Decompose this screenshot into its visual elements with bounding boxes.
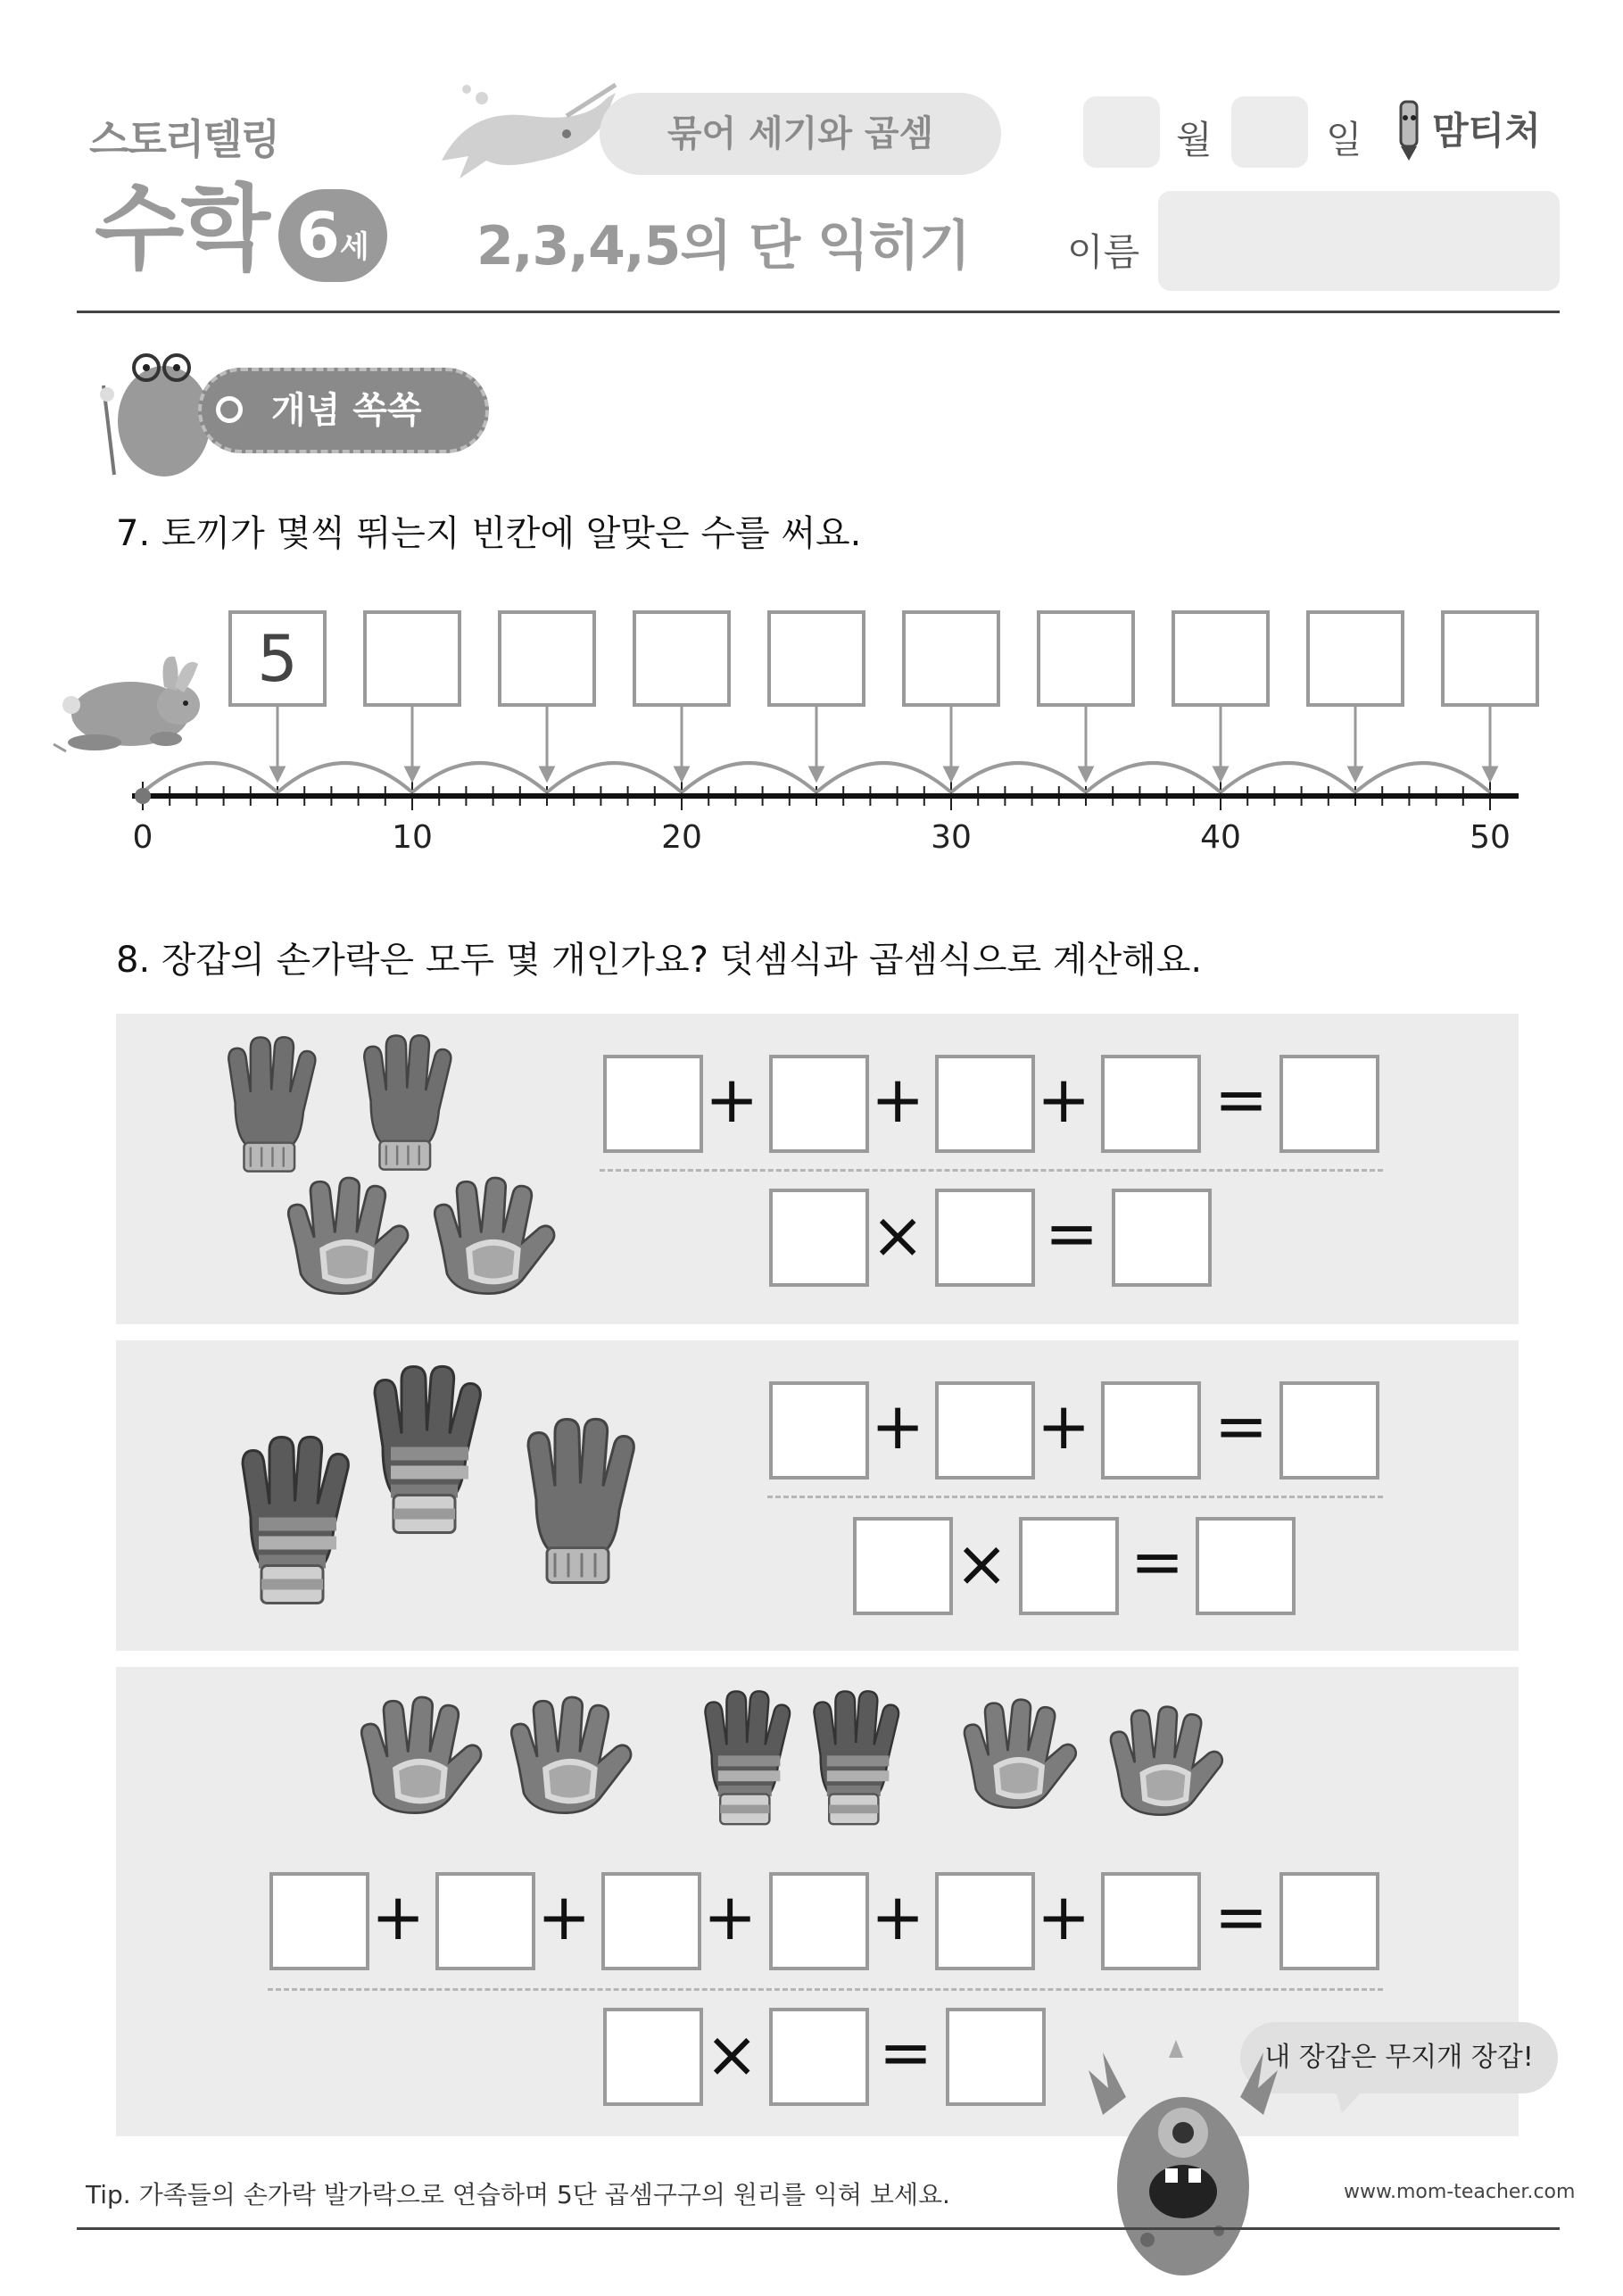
glove-striped-1 (227, 1428, 360, 1615)
number-line-start-dot (135, 788, 151, 804)
q7-answer-box-1[interactable] (228, 610, 327, 707)
age-badge-number: 6 (296, 199, 340, 272)
number-line (0, 0, 1623, 874)
p1-mul-box-1[interactable] (769, 1189, 869, 1287)
p3-add-box-4[interactable] (769, 1872, 869, 1970)
name-label: 이름 (1067, 230, 1140, 274)
number-line-hop (277, 763, 412, 792)
brand-name: 맘티처 (1432, 109, 1541, 153)
number-line-pointer-head (1080, 767, 1092, 780)
q7-prompt: 7. 토끼가 몇씩 뛰는지 빈칸에 알맞은 수를 써요. (116, 513, 862, 554)
glove-open-1 (284, 1174, 418, 1308)
p3-plus-1: + (371, 1879, 426, 1954)
footer-tip: Tip. 가족들의 손가락 발가락으로 연습하며 5단 곱셈구구의 원리를 익혀 보세요. (86, 2180, 950, 2209)
series-logo-line2: 수학 (95, 174, 267, 283)
p1-plus-3: + (1037, 1062, 1091, 1137)
age-badge-unit: 세 (339, 229, 369, 265)
glove-open-2 (430, 1174, 564, 1308)
monster-illustration (1076, 2035, 1290, 2284)
p1-add-box-3[interactable] (935, 1055, 1035, 1153)
q7-answer-box-7[interactable] (1037, 610, 1135, 707)
q7-answer-box-2[interactable] (363, 610, 461, 707)
glove-bow (512, 1410, 646, 1597)
p2-times: × (955, 1526, 1009, 1601)
number-line-pointer-head (810, 767, 823, 780)
p2-add-box-2[interactable] (935, 1381, 1035, 1480)
p3-equals-mul: = (878, 2015, 933, 2090)
q7-answer-box-9[interactable] (1306, 610, 1404, 707)
p1-plus-2: + (871, 1062, 925, 1137)
number-line-hop (816, 763, 951, 792)
q7-answer-box-4[interactable] (633, 610, 731, 707)
p3-mul-box-2[interactable] (769, 2008, 869, 2106)
p2-mul-box-1[interactable] (853, 1517, 953, 1615)
p3-add-box-3[interactable] (601, 1872, 701, 1970)
p3-add-box-2[interactable] (435, 1872, 535, 1970)
number-line-pointer-head (541, 767, 553, 780)
p1-add-box-1[interactable] (603, 1055, 703, 1153)
p1-plus-1: + (705, 1062, 759, 1137)
p1-add-box-4[interactable] (1101, 1055, 1201, 1153)
p2-plus-2: + (1037, 1388, 1091, 1463)
glove-sun-1 (212, 1035, 328, 1178)
p3-equals-add: = (1213, 1879, 1269, 1954)
footer-url: www.mom-teacher.com (1344, 2181, 1576, 2203)
number-line-hop (143, 763, 277, 792)
number-line-hop (412, 763, 547, 792)
number-line-hop (1086, 763, 1221, 792)
p3-add-box-5[interactable] (935, 1872, 1035, 1970)
day-label: 일 (1326, 118, 1362, 162)
p3-times: × (705, 2017, 759, 2092)
glove-striped-2 (359, 1362, 493, 1540)
number-line-hop (1355, 763, 1490, 792)
number-line-pointer-head (945, 767, 957, 780)
q7-answer-box-8[interactable] (1172, 610, 1270, 707)
p1-add-result[interactable] (1279, 1055, 1379, 1153)
glove-open-5 (960, 1692, 1085, 1826)
number-line-hop (1221, 763, 1355, 792)
p2-divider (767, 1496, 1383, 1498)
tick-label-10: 10 (392, 819, 433, 856)
p1-equals-mul: = (1044, 1196, 1099, 1271)
number-line-hop (547, 763, 682, 792)
p3-mul-box-1[interactable] (603, 2008, 703, 2106)
glove-open-3 (357, 1694, 491, 1828)
tick-label-40: 40 (1200, 819, 1241, 856)
p3-divider (268, 1988, 1383, 1991)
number-line-pointer-head (271, 767, 284, 780)
p3-add-box-6[interactable] (1101, 1872, 1201, 1970)
glove-striped-3 (692, 1683, 799, 1835)
p2-add-box-1[interactable] (769, 1381, 869, 1480)
number-line-pointer-head (406, 767, 418, 780)
p3-plus-3: + (703, 1879, 758, 1954)
p1-divider (600, 1169, 1383, 1172)
p3-add-result[interactable] (1279, 1872, 1379, 1970)
p2-add-result[interactable] (1279, 1381, 1379, 1480)
p2-plus-1: + (871, 1388, 925, 1463)
tick-label-50: 50 (1470, 819, 1511, 856)
q8-prompt: 8. 장갑의 손가락은 모두 몇 개인가요? 덧셈식과 곱셈식으로 계산해요. (116, 940, 1203, 981)
tick-label-0: 0 (132, 819, 153, 856)
number-line-pointer-head (1484, 767, 1496, 780)
number-line-pointer-head (1349, 767, 1362, 780)
number-line-pointer-head (1214, 767, 1227, 780)
number-line-pointer-head (675, 767, 688, 780)
p3-add-box-1[interactable] (269, 1872, 369, 1970)
concept-badge-label: 개념 쏙쏙 (271, 390, 422, 431)
speech-bubble-tail (1335, 2088, 1370, 2115)
page-title: 2,3,4,5의 단 익히기 (476, 215, 970, 278)
p2-equals-mul: = (1130, 1524, 1185, 1599)
q7-answer-box-10[interactable] (1441, 610, 1539, 707)
p3-plus-2: + (537, 1879, 592, 1954)
glove-striped-4 (801, 1683, 908, 1835)
p3-plus-4: + (871, 1879, 925, 1954)
tick-label-20: 20 (661, 819, 702, 856)
number-line-hop (951, 763, 1086, 792)
speech-text: 내 장갑은 무지개 장갑! (1264, 2042, 1534, 2073)
month-label: 월 (1176, 118, 1213, 162)
p2-equals-add: = (1213, 1388, 1269, 1463)
footer-divider (77, 2227, 1560, 2230)
p2-add-box-3[interactable] (1101, 1381, 1201, 1480)
q7-answer-box-6[interactable] (902, 610, 1000, 707)
q7-first-answer: 5 (257, 621, 298, 696)
q7-answer-box-5[interactable] (767, 610, 865, 707)
p3-mul-result[interactable] (946, 2008, 1046, 2106)
glove-sun-2 (348, 1033, 464, 1176)
p2-mul-box-2[interactable] (1019, 1517, 1119, 1615)
p1-mul-result[interactable] (1112, 1189, 1212, 1287)
p2-mul-result[interactable] (1196, 1517, 1296, 1615)
topic-pill-text: 묶어 세기와 곱셈 (667, 113, 934, 154)
glove-open-6 (1106, 1699, 1231, 1833)
p1-add-box-2[interactable] (769, 1055, 869, 1153)
p1-times: × (871, 1198, 925, 1272)
tick-label-30: 30 (931, 819, 972, 856)
series-logo-line1: 스토리텔링 (89, 115, 279, 163)
p3-plus-5: + (1037, 1879, 1091, 1954)
glove-open-4 (507, 1694, 641, 1828)
p1-equals-add: = (1213, 1062, 1269, 1137)
p1-mul-box-2[interactable] (935, 1189, 1035, 1287)
number-line-hop (682, 763, 816, 792)
q7-answer-box-3[interactable] (498, 610, 596, 707)
